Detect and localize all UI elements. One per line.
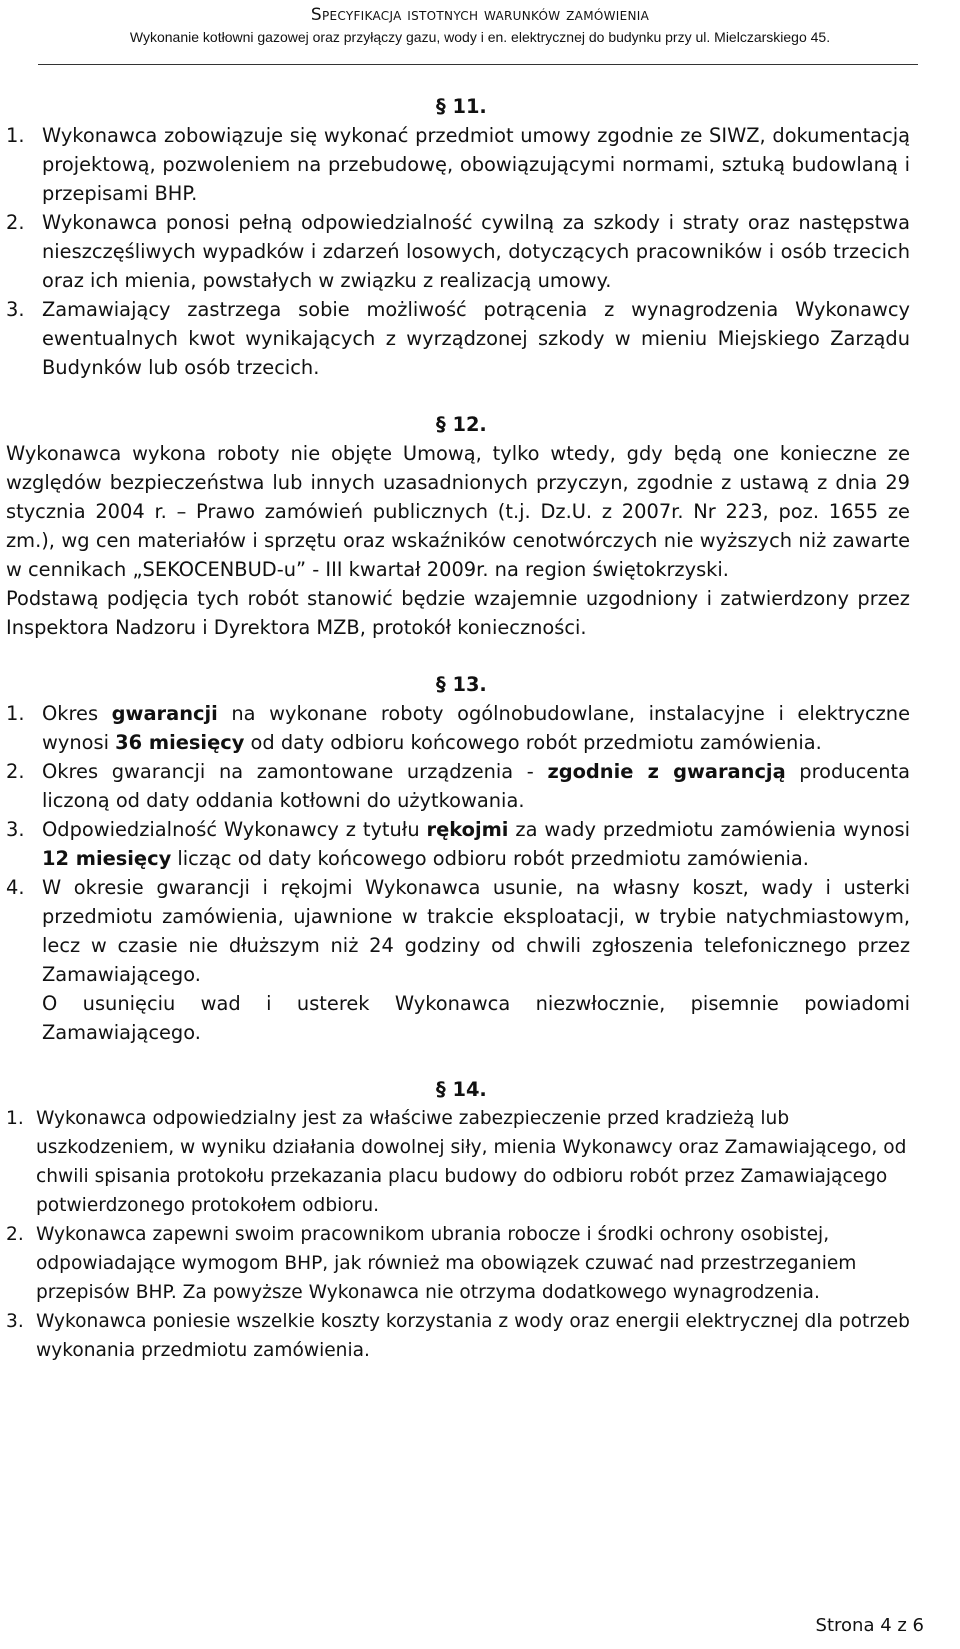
list-item — [6, 815, 910, 873]
text-run: licząc od daty końcowego odbioru robót przedmiotu zamówienia. — [171, 847, 809, 870]
bold-text: 12 miesięcy — [42, 847, 172, 870]
item-text — [42, 815, 910, 873]
list-item — [6, 295, 910, 382]
item-text: Zamawiający zastrzega sobie możliwość potrącenia z wynagrodzenia Wykonawcy ewentualnych kwot wynikających z wyrządzonej szkody w mieniu Miejskiego Zarządu Budynków lub osób trzecich. — [42, 298, 910, 379]
bold-text: gwarancji — [111, 702, 218, 725]
text-run: Odpowiedzialność Wykonawcy z tytułu — [42, 818, 427, 841]
section-12-title: § 12. — [436, 413, 487, 436]
item-number: 2. — [6, 211, 25, 234]
item-number: 1. — [6, 702, 25, 725]
list-item — [6, 873, 910, 989]
item-number: 2. — [6, 760, 25, 783]
text-run: Okres gwarancji na zamontowane urządzenia - — [42, 760, 548, 783]
section-13-title: § 13. — [436, 673, 487, 696]
bold-text: rękojmi — [426, 818, 509, 841]
item-number: 2. — [6, 1224, 24, 1245]
paragraph: Podstawą podjęcia tych robót stanowić będzie wzajemnie uzgodniony i zatwierdzony przez Inspektora Nadzoru i Dyrektora MZB, protokół konieczności. — [6, 587, 910, 639]
bold-text: 36 miesięcy — [115, 731, 245, 754]
item-text: Wykonawca ponosi pełną odpowiedzialność cywilną za szkody i straty oraz następstwa nieszczęśliwych wypadków i zdarzeń losowych, dotyczących pracowników i osób trzecich oraz ich mienia, powstałych w związku z realizacją umowy. — [42, 211, 910, 292]
item-number: 1. — [6, 1108, 24, 1129]
bold-text: zgodnie z gwarancją — [547, 760, 786, 783]
text-run: na wykonane roboty ogólnobudowlane, instalacyjne i elektryczne wynosi — [42, 702, 911, 754]
section-14-title: § 14. — [436, 1078, 487, 1101]
item-text — [42, 699, 910, 757]
page-number: Strona 4 z 6 — [815, 1615, 924, 1636]
list-item — [6, 757, 910, 815]
item-text: W okresie gwarancji i rękojmi Wykonawca usunie, na własny koszt, wady i usterki przedmiotu zamówienia, ujawnione w trakcie eksploatacji, w trybie natychmiastowym, lecz w czasie nie dłuższym niż 24 godziny od chwili zgłoszenia telefonicznego przez Zamawiającego. — [42, 876, 910, 986]
text-run: Okres — [42, 702, 112, 725]
item-text: Wykonawca zapewni swoim pracownikom ubrania robocze i środki ochrony osobistej, odpowiadające wymogom BHP, jak również ma obowiązek czuwać nad przestrzeganiem przepisów BHP. Za powyższe Wykonawca nie otrzyma dodatkowego wynagrodzenia. — [36, 1224, 857, 1303]
list-item — [6, 699, 910, 757]
text-run: producenta liczoną od daty oddania kotłowni do użytkowania. — [42, 760, 910, 812]
item-number: 3. — [6, 298, 25, 321]
list-item — [6, 1104, 910, 1220]
item-number: 3. — [6, 818, 25, 841]
document-title: Specyfikacja istotnych warunków zamówienia — [310, 5, 650, 25]
list-item — [6, 1220, 910, 1307]
list-item — [6, 1307, 910, 1365]
item-number: 4. — [6, 876, 25, 899]
item-number: 1. — [6, 124, 25, 147]
section-14-list — [6, 1104, 910, 1365]
text-run: od daty odbioru końcowego robót przedmiotu zamówienia. — [244, 731, 822, 754]
text-run: za wady przedmiotu zamówienia wynosi — [508, 818, 910, 841]
item-number: 3. — [6, 1311, 24, 1332]
page-header — [0, 0, 960, 46]
item-text: Wykonawca poniesie wszelkie koszty korzystania z wody oraz energii elektrycznej dla potrzeb wykonania przedmiotu zamówienia. — [36, 1311, 910, 1361]
document-body — [6, 92, 910, 1365]
list-item — [6, 208, 910, 295]
section-11-title: § 11. — [436, 95, 487, 118]
item-text: Wykonawca odpowiedzialny jest za właściwe zabezpieczenie przed kradzieżą lub uszkodzeniem, w wyniku działania dowolnej siły, mienia Wykonawcy oraz Zamawiającego, od chwili spisania protokołu przekazania placu budowy do odbioru robót przez Zamawiającego potwierdzonego protokołem odbioru. — [36, 1108, 907, 1216]
header-divider — [38, 64, 918, 65]
paragraph: O usunięciu wad i usterek Wykonawca niezwłocznie, pisemnie powiadomi Zamawiającego. — [42, 992, 910, 1044]
document-subtitle: Wykonanie kotłowni gazowej oraz przyłączy gazu, wody i en. elektrycznej do budynku przy ul. Mielczarskiego 45. — [129, 29, 831, 45]
paragraph: Wykonawca wykona roboty nie objęte Umową, tylko wtedy, gdy będą one konieczne ze względów bezpieczeństwa lub innych uzasadnionych przyczyn, zgodnie z ustawą z dnia 29 stycznia 2004 r. – Prawo zamówień publicznych (t.j. Dz.U. z 2007r. Nr 223, poz. 1655 ze zm.), wg cen materiałów i sprzętu oraz wskaźników cenotwórczych nie wyższych niż zawarte w cennikach „SEKOCENBUD-u” - III kwartał 2009r. na region świętokrzyski. — [6, 442, 910, 581]
item-text: Wykonawca zobowiązuje się wykonać przedmiot umowy zgodnie ze SIWZ, dokumentacją projektową, pozwoleniem na przebudowę, obowiązującymi normami, sztuką budowlaną i przepisami BHP. — [42, 124, 910, 205]
list-item — [6, 121, 910, 208]
item-text — [42, 757, 910, 815]
